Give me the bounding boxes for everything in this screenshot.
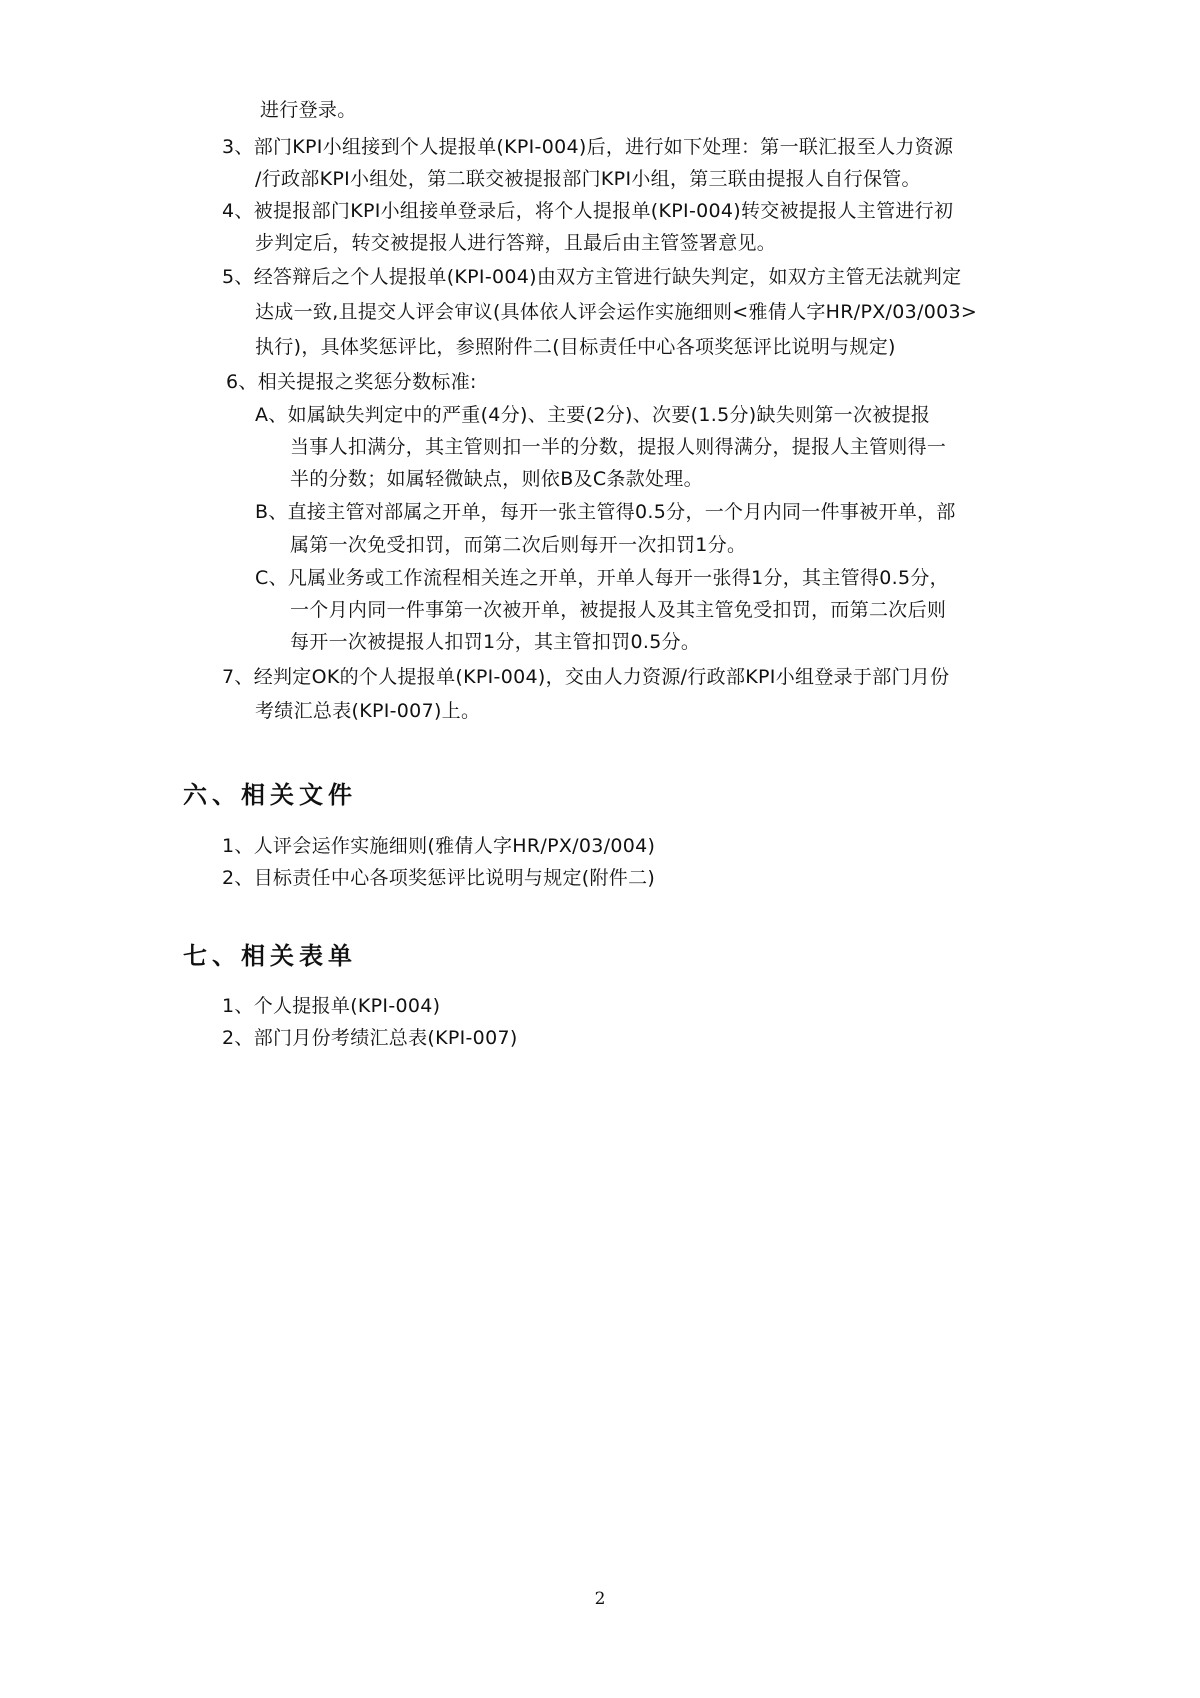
item-line: C、凡属业务或工作流程相关连之开单，开单人每开一张得1分，其主管得0.5分， [255,567,949,589]
item-line: 半的分数；如属轻微缺点，则依B及C条款处理。 [290,468,703,490]
related-document-item: 1、人评会运作实施细则(雅倩人字HR/PX/03/004) [222,835,656,857]
item-line: 属第一次免受扣罚，而第二次后则每开一次扣罚1分。 [290,534,747,556]
item-line: 执行)，具体奖惩评比，参照附件二(目标责任中心各项奖惩评比说明与规定) [255,336,896,358]
item-line: 当事人扣满分，其主管则扣一半的分数，提报人则得满分，提报人主管则得一 [290,436,947,458]
continuation-text: 进行登录。 [260,99,357,121]
item-line: 6、相关提报之奖惩分数标准: [226,371,477,393]
item-line: 步判定后，转交被提报人进行答辩，且最后由主管签署意见。 [255,232,777,254]
related-form-item: 1、个人提报单(KPI-004) [222,995,441,1017]
item-line: 7、经判定OK的个人提报单(KPI-004)，交由人力资源/行政部KPI小组登录于部门月份 [222,666,950,688]
related-document-item: 2、目标责任中心各项奖惩评比说明与规定(附件二) [222,867,656,889]
page-number: 2 [594,1589,606,1609]
item-line: 4、被提报部门KPI小组接单登录后，将个人提报单(KPI-004)转交被提报人主管进行初 [222,200,954,222]
item-line: 5、经答辩后之个人提报单(KPI-004)由双方主管进行缺失判定，如双方主管无法就判定 [222,266,962,288]
item-line: /行政部KPI小组处，第二联交被提报部门KPI小组，第三联由提报人自行保管。 [255,168,921,190]
section-six-title: 六、相关文件 [183,781,357,809]
item-line: B、直接主管对部属之开单，每开一张主管得0.5分，一个月内同一件事被开单，部 [255,501,956,523]
section-seven-title: 七、相关表单 [183,942,357,970]
item-line: A、如属缺失判定中的严重(4分)、主要(2分)、次要(1.5分)缺失则第一次被提报 [255,404,931,426]
item-line: 每开一次被提报人扣罚1分，其主管扣罚0.5分。 [290,631,701,653]
item-line: 3、部门KPI小组接到个人提报单(KPI-004)后，进行如下处理：第一联汇报至人力资源 [222,136,954,158]
related-form-item: 2、部门月份考绩汇总表(KPI-007) [222,1027,518,1049]
item-line: 考绩汇总表(KPI-007)上。 [255,700,481,722]
item-line: 一个月内同一件事第一次被开单，被提报人及其主管免受扣罚，而第二次后则 [290,599,947,621]
item-line: 达成一致,且提交人评会审议(具体依人评会运作实施细则<雅倩人字HR/PX/03/003> [255,301,978,323]
